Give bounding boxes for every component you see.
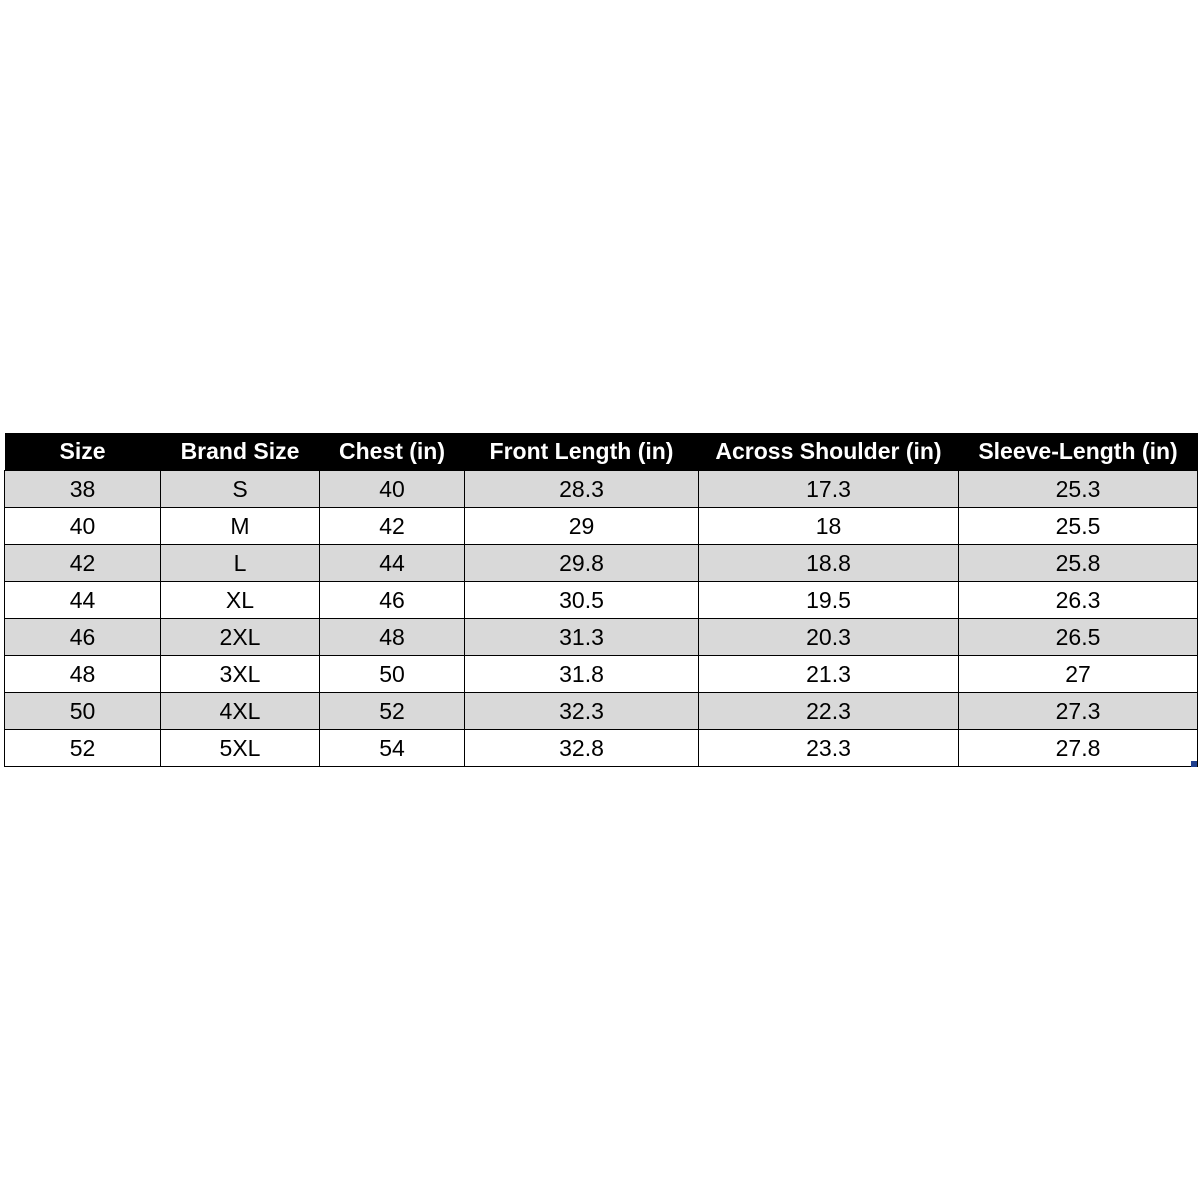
cell-sleeve-length: 27.3 xyxy=(959,693,1198,730)
table-row xyxy=(5,545,1198,582)
table-row xyxy=(5,693,1198,730)
cell-across-shoulder: 19.5 xyxy=(699,582,959,619)
cell-size: 50 xyxy=(5,693,161,730)
fill-handle[interactable] xyxy=(1191,761,1197,767)
cell-chest: 52 xyxy=(320,693,465,730)
cell-front-length: 28.3 xyxy=(465,471,699,508)
size-chart xyxy=(4,433,1197,767)
cell-size: 38 xyxy=(5,471,161,508)
cell-size: 42 xyxy=(5,545,161,582)
cell-sleeve-length: 25.3 xyxy=(959,471,1198,508)
cell-brand-size: M xyxy=(161,508,320,545)
cell-chest: 46 xyxy=(320,582,465,619)
header-across-shoulder: Across Shoulder (in) xyxy=(699,433,959,471)
cell-brand-size: 2XL xyxy=(161,619,320,656)
cell-chest: 48 xyxy=(320,619,465,656)
cell-front-length: 29.8 xyxy=(465,545,699,582)
cell-size: 44 xyxy=(5,582,161,619)
cell-across-shoulder: 21.3 xyxy=(699,656,959,693)
cell-brand-size: 3XL xyxy=(161,656,320,693)
cell-size: 46 xyxy=(5,619,161,656)
cell-chest: 40 xyxy=(320,471,465,508)
cell-across-shoulder: 23.3 xyxy=(699,730,959,767)
cell-size: 52 xyxy=(5,730,161,767)
table-row xyxy=(5,471,1198,508)
cell-front-length: 32.3 xyxy=(465,693,699,730)
header-sleeve-length: Sleeve-Length (in) xyxy=(959,433,1198,471)
cell-brand-size: XL xyxy=(161,582,320,619)
header-brand-size: Brand Size xyxy=(161,433,320,471)
header-row xyxy=(5,433,1198,471)
cell-chest: 50 xyxy=(320,656,465,693)
table-row xyxy=(5,656,1198,693)
table-row xyxy=(5,508,1198,545)
cell-front-length: 32.8 xyxy=(465,730,699,767)
cell-brand-size: 5XL xyxy=(161,730,320,767)
cell-chest: 54 xyxy=(320,730,465,767)
cell-sleeve-length: 27 xyxy=(959,656,1198,693)
cell-front-length: 31.3 xyxy=(465,619,699,656)
cell-brand-size: S xyxy=(161,471,320,508)
cell-sleeve-length: 27.8 xyxy=(959,730,1198,767)
cell-size: 48 xyxy=(5,656,161,693)
cell-across-shoulder: 18.8 xyxy=(699,545,959,582)
cell-across-shoulder: 22.3 xyxy=(699,693,959,730)
table-row xyxy=(5,619,1198,656)
cell-brand-size: L xyxy=(161,545,320,582)
cell-sleeve-length: 26.3 xyxy=(959,582,1198,619)
cell-front-length: 31.8 xyxy=(465,656,699,693)
header-front-length: Front Length (in) xyxy=(465,433,699,471)
cell-across-shoulder: 20.3 xyxy=(699,619,959,656)
cell-chest: 42 xyxy=(320,508,465,545)
cell-chest: 44 xyxy=(320,545,465,582)
table-row xyxy=(5,730,1198,767)
cell-front-length: 29 xyxy=(465,508,699,545)
cell-sleeve-length: 25.8 xyxy=(959,545,1198,582)
cell-sleeve-length: 26.5 xyxy=(959,619,1198,656)
cell-size: 40 xyxy=(5,508,161,545)
cell-front-length: 30.5 xyxy=(465,582,699,619)
size-chart-table xyxy=(4,433,1198,767)
cell-across-shoulder: 17.3 xyxy=(699,471,959,508)
header-chest: Chest (in) xyxy=(320,433,465,471)
table-row xyxy=(5,582,1198,619)
cell-brand-size: 4XL xyxy=(161,693,320,730)
header-size: Size xyxy=(5,433,161,471)
cell-sleeve-length: 25.5 xyxy=(959,508,1198,545)
cell-across-shoulder: 18 xyxy=(699,508,959,545)
